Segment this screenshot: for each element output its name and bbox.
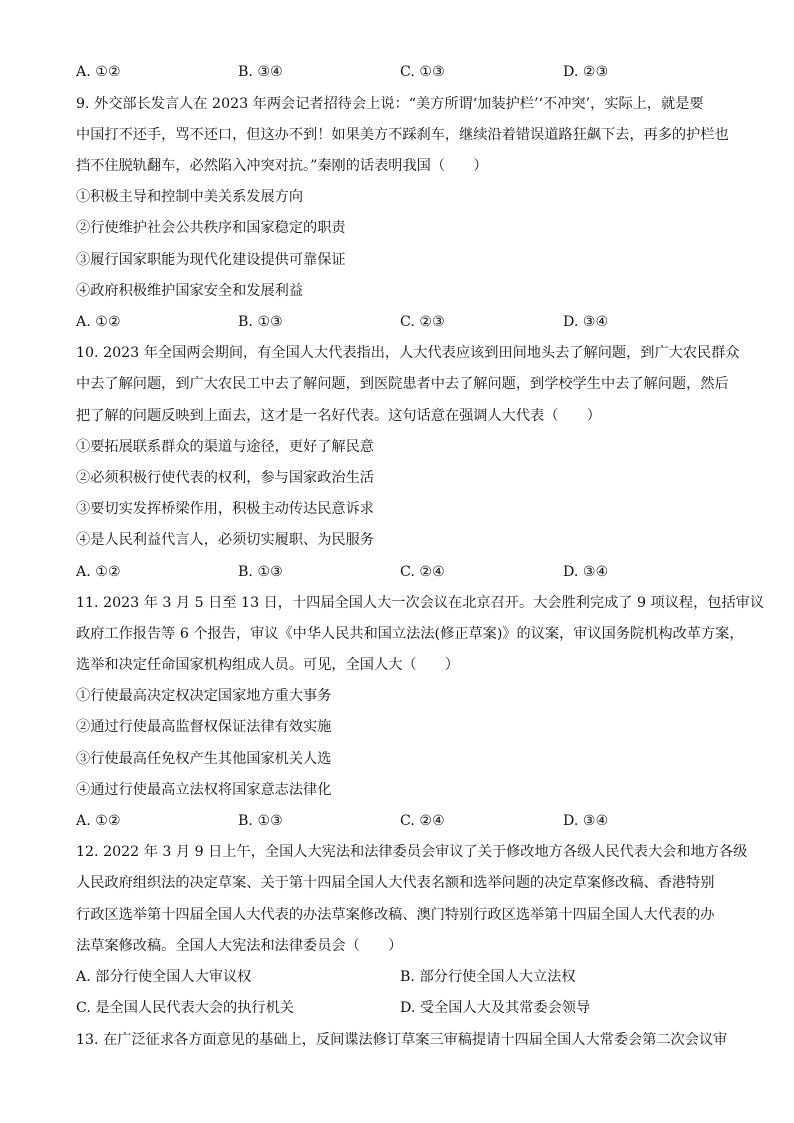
q10-option-a[interactable]: A. ①②	[76, 564, 121, 580]
q12-stem-line-2: 人民政府组织法的决定草案、关于第十四届全国人大代表名额和选举问题的决定草案修改稿、香港特别	[76, 875, 715, 891]
q9-item-2: ②行使维护社会公共秩序和国家稳定的职责	[76, 220, 346, 236]
q8-option-b[interactable]: B. ③④	[238, 64, 283, 80]
q10-stem-line-1: 10. 2023 年全国两会期间，有全国人大代表指出，人大代表应该到田间地头去了解问题，到广大农民群众	[76, 345, 740, 361]
q12-options-row-1	[76, 967, 726, 987]
q8-option-a[interactable]: A. ①②	[76, 64, 121, 80]
q10-stem-line-2: 中去了解问题，到广大农民工中去了解问题，到医院患者中去了解问题，到学校学生中去了解问题，然后	[76, 376, 729, 392]
q9-item-3: ③履行国家职能为现代化建设提供可靠保证	[76, 252, 346, 268]
q11-stem-line-1: 11. 2023 年 3 月 5 日至 13 日，十四届全国人大一次会议在北京召开。大会胜利完成了 9 项议程，包括审议	[76, 595, 765, 611]
q11-option-d[interactable]: D. ③④	[563, 813, 609, 829]
q11-item-1: ①行使最高决定权决定国家地方重大事务	[76, 688, 332, 704]
q12-option-a[interactable]: A. 部分行使全国人大审议权	[76, 969, 252, 985]
q11-item-3: ③行使最高任免权产生其他国家机关人选	[76, 751, 332, 767]
q11-options	[76, 811, 726, 831]
q9-option-b[interactable]: B. ①③	[238, 314, 283, 330]
q9-item-1: ①积极主导和控制中美关系发展方向	[76, 189, 304, 205]
q10-option-c[interactable]: C. ②④	[400, 564, 445, 580]
q9-option-d[interactable]: D. ③④	[563, 314, 609, 330]
q11-stem-line-3: 选举和决定任命国家机构组成人员。可见，全国人大（ ）	[76, 657, 460, 673]
q10-item-3: ③要切实发挥桥梁作用，积极主动传达民意诉求	[76, 501, 374, 517]
q11-option-a[interactable]: A. ①②	[76, 813, 121, 829]
q10-option-d[interactable]: D. ③④	[563, 564, 609, 580]
q10-item-4: ④是人民利益代言人，必须切实履职、为民服务	[76, 532, 374, 548]
q13-stem-line-1: 13. 在广泛征求各方面意见的基础上，反间谍法修订草案三审稿提请十四届全国人大常委会第二次会议审	[76, 1032, 728, 1048]
q9-item-4: ④政府积极维护国家安全和发展利益	[76, 283, 304, 299]
q10-option-b[interactable]: B. ①③	[238, 564, 283, 580]
q12-stem-line-1: 12. 2022 年 3 月 9 日上午，全国人大宪法和法律委员会审议了关于修改地方各级人民代表大会和地方各级	[76, 844, 748, 860]
q11-stem-line-2: 政府工作报告等 6 个报告，审议《中华人民共和国立法法(修正草案)》的议案，审议国务院机构改革方案，	[76, 626, 744, 642]
q9-options	[76, 312, 726, 332]
q9-stem-line-3: 挡不住脱轨翻车，必然陷入冲突对抗。”秦刚的话表明我国（ ）	[76, 158, 488, 174]
q12-options-row-2	[76, 998, 726, 1018]
q12-option-b[interactable]: B. 部分行使全国人大立法权	[400, 969, 576, 985]
q10-item-1: ①要拓展联系群众的渠道与途径，更好了解民意	[76, 439, 374, 455]
q8-option-c[interactable]: C. ①③	[400, 64, 445, 80]
q11-item-4: ④通过行使最高立法权将国家意志法律化	[76, 782, 332, 798]
q11-option-b[interactable]: B. ①③	[238, 813, 283, 829]
q8-options	[76, 62, 726, 82]
q10-item-2: ②必须积极行使代表的权利，参与国家政治生活	[76, 470, 374, 486]
q9-option-a[interactable]: A. ①②	[76, 314, 121, 330]
q9-stem-line-2: 中国打不还手，骂不还口，但这办不到！如果美方不踩刹车，继续沿着错误道路狂飙下去，再多的护栏也	[76, 127, 729, 143]
q12-option-c[interactable]: C. 是全国人民代表大会的执行机关	[76, 1000, 294, 1016]
q12-stem-line-4: 法草案修改稿。全国人大宪法和法律委员会（ ）	[76, 938, 403, 954]
q12-stem-line-3: 行政区选举第十四届全国人大代表的办法草案修改稿、澳门特别行政区选举第十四届全国人大代表的办	[76, 907, 715, 923]
q9-stem-line-1: 9. 外交部长发言人在 2023 年两会记者招待会上说：“美方所谓‘加装护栏’‘不冲突’，实际上，就是要	[76, 96, 704, 112]
q11-option-c[interactable]: C. ②④	[400, 813, 445, 829]
q10-stem-line-3: 把了解的问题反映到上面去，这才是一名好代表。这句话意在强调人大代表（ ）	[76, 408, 601, 424]
q11-item-2: ②通过行使最高监督权保证法律有效实施	[76, 719, 332, 735]
q9-option-c[interactable]: C. ②③	[400, 314, 445, 330]
q8-option-d[interactable]: D. ②③	[563, 64, 609, 80]
q12-option-d[interactable]: D. 受全国人大及其常委会领导	[400, 1000, 591, 1016]
q10-options	[76, 562, 726, 582]
